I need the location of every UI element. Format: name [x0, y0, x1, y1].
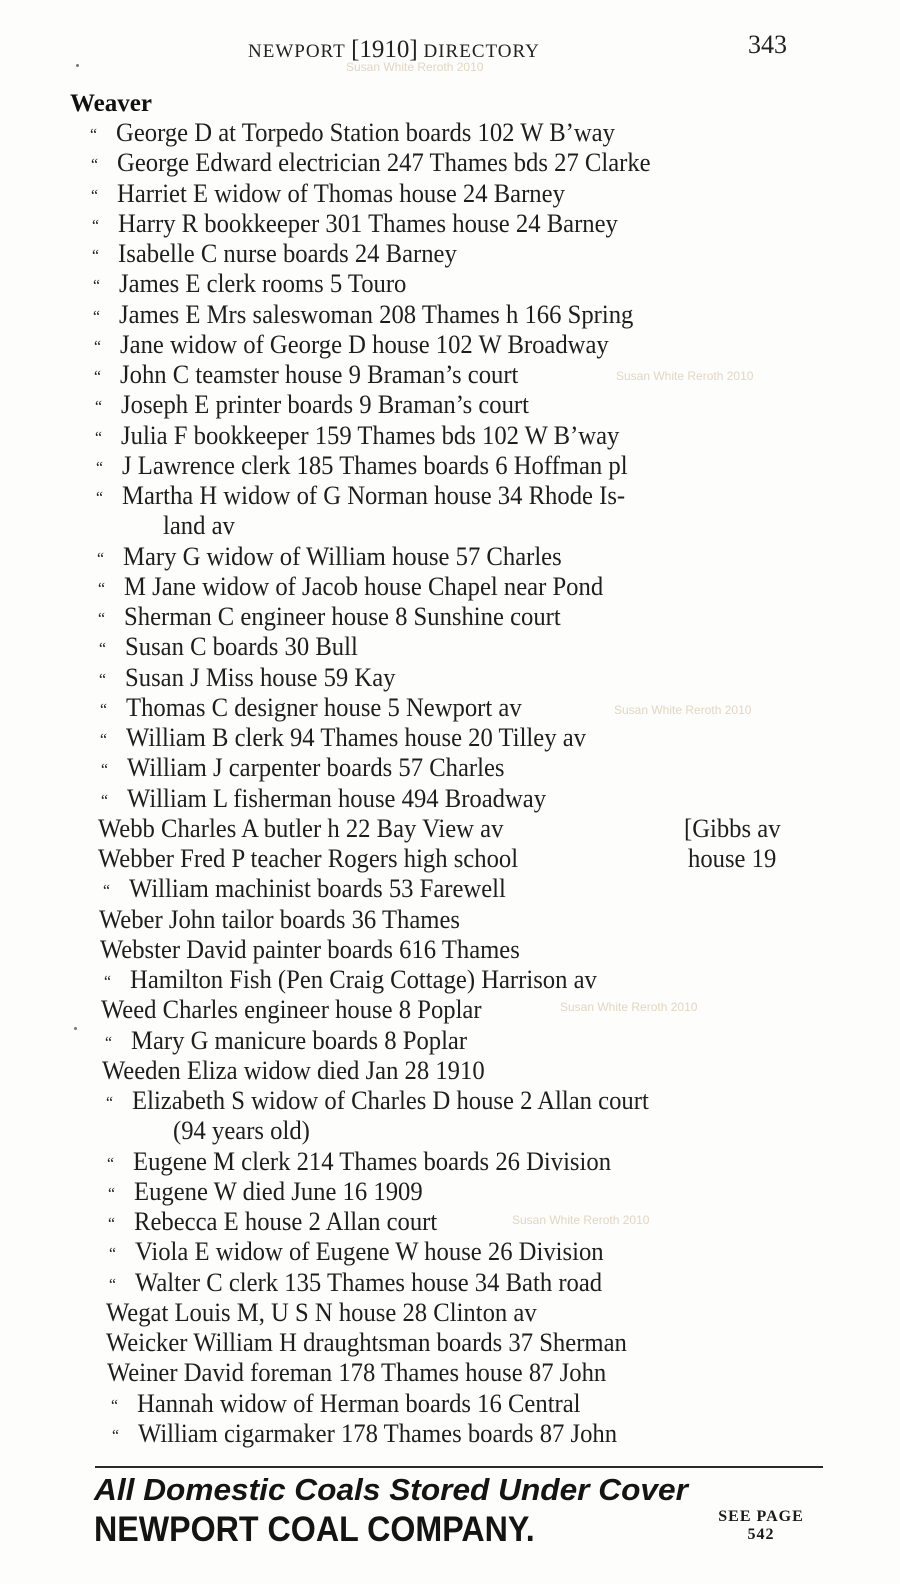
ditto-mark: “	[100, 760, 108, 780]
entry-overflow-text: [Gibbs av	[684, 812, 781, 843]
ditto-mark: “	[90, 125, 98, 144]
ditto-mark: “	[108, 1244, 116, 1264]
entry-surname	[106, 1327, 627, 1357]
entry-ditto	[98, 601, 561, 634]
ditto-mark: “	[97, 578, 105, 598]
ditto-mark: “	[111, 1395, 119, 1415]
entry-text: Webb Charles A butler h 22 Bay View av	[97, 812, 504, 843]
entry-text: Thomas C designer house 5 Newport av	[125, 691, 522, 722]
entry-text: M Jane widow of Jacob house Chapel near Pond	[123, 570, 603, 601]
entry-ditto	[99, 662, 395, 695]
ditto-mark: “	[107, 1153, 115, 1173]
entry-ditto	[112, 1418, 617, 1451]
ditto-mark: “	[98, 609, 106, 628]
entry-text: Julia F bookkeeper 159 Thames bds 102 W B’way	[121, 419, 620, 450]
entry-ditto	[105, 1025, 467, 1058]
entry-surname	[106, 1297, 537, 1327]
entry-surname	[107, 1357, 606, 1387]
ditto-mark: “	[95, 457, 103, 477]
ditto-mark: “	[94, 397, 102, 417]
ditto-mark: “	[99, 699, 107, 719]
entry-text: Harriet E widow of Thomas house 24 Barney	[117, 177, 565, 208]
watermark: Susan White Reroth 2010	[346, 60, 484, 74]
ditto-mark: “	[93, 336, 101, 356]
entry-ditto	[99, 631, 358, 664]
entry-text: Weeden Eliza widow died Jan 28 1910	[101, 1054, 485, 1085]
print-speck	[76, 64, 79, 67]
entry-overflow-text: house 19	[688, 843, 777, 873]
see-page-label: SEE PAGE	[718, 1508, 804, 1525]
ditto-mark: “	[92, 246, 100, 265]
entry-text: Rebecca E house 2 Allan court	[134, 1206, 438, 1236]
entry-text: Webster David painter boards 616 Thames	[99, 933, 520, 964]
entry-text: Wegat Louis M, U S N house 28 Clinton av	[105, 1296, 537, 1327]
entry-ditto	[92, 208, 618, 241]
entry-ditto	[93, 299, 633, 332]
entry-text: William J carpenter boards 57 Charles	[126, 752, 505, 783]
entry-text: William cigarmaker 178 Thames boards 87 John	[137, 1417, 617, 1448]
entry-text: Viola E widow of Eugene W house 26 Division	[134, 1236, 604, 1267]
entry-surname	[101, 994, 482, 1024]
running-head-year: [1910]	[351, 36, 418, 63]
ditto-mark: “	[100, 730, 108, 749]
entry-ditto	[98, 571, 603, 604]
entry-ditto	[109, 1236, 604, 1269]
entry-text: Webber Fred P teacher Rogers high school	[98, 843, 519, 873]
footer-rule	[95, 1466, 823, 1468]
ditto-mark: “	[91, 215, 99, 235]
entry-text: land av	[162, 510, 235, 541]
watermark: Susan White Reroth 2010	[560, 1000, 698, 1014]
entry-text: Mary G manicure boards 8 Poplar	[131, 1024, 468, 1055]
entry-surname	[102, 1055, 485, 1085]
ditto-mark: “	[93, 306, 101, 326]
entry-text: Harry R bookkeeper 301 Thames house 24 Barney	[117, 207, 618, 238]
watermark: Susan White Reroth 2010	[614, 703, 752, 717]
entry-text: Jane widow of George D house 102 W Broadway	[119, 328, 609, 359]
entry-text: William machinist boards 53 Farewell	[128, 873, 506, 904]
ditto-mark: “	[90, 155, 98, 175]
entry-surname	[99, 904, 460, 934]
entry-continuation	[173, 1115, 310, 1145]
entry-ditto	[106, 1085, 649, 1118]
ad-company-name: NEWPORT COAL COMPANY.	[94, 1510, 535, 1549]
entry-text: James E clerk rooms 5 Touro	[118, 268, 406, 299]
ditto-mark: “	[94, 367, 102, 386]
entry-ditto	[108, 1206, 437, 1239]
ditto-mark: “	[92, 276, 100, 296]
entry-text: Isabelle C nurse boards 24 Barney	[118, 238, 457, 268]
entry-text: William L fisherman house 494 Broadway	[127, 782, 547, 813]
see-page-number: 542	[747, 1526, 775, 1543]
ditto-mark: “	[97, 548, 105, 568]
entry-text: Eugene M clerk 214 Thames boards 26 Division	[133, 1145, 612, 1176]
surname-heading: Weaver	[70, 90, 152, 117]
ditto-mark: “	[108, 1214, 116, 1233]
entry-text: Weed Charles engineer house 8 Poplar	[100, 994, 482, 1025]
entry-text: Weiner David foreman 178 Thames house 87 John	[106, 1357, 606, 1388]
running-head-city: NEWPORT	[248, 41, 346, 62]
entry-ditto	[94, 329, 609, 362]
entry-ditto	[111, 1388, 581, 1421]
entry-ditto	[109, 1267, 602, 1300]
watermark: Susan White Reroth 2010	[616, 369, 754, 383]
ditto-mark: “	[101, 790, 109, 810]
entry-text: Martha H widow of G Norman house 34 Rhode Is-	[122, 480, 626, 510]
entry-text: Mary G widow of William house 57 Charles	[123, 540, 562, 571]
entry-ditto	[93, 268, 406, 301]
entry-ditto	[97, 541, 562, 574]
entry-ditto	[100, 692, 522, 725]
ditto-mark: “	[106, 1093, 114, 1112]
ditto-mark: “	[102, 881, 110, 901]
entry-surname	[98, 843, 518, 873]
entry-ditto	[96, 450, 628, 483]
ditto-mark: “	[105, 1032, 113, 1052]
entry-text: (94 years old)	[172, 1115, 310, 1146]
entry-text: Susan J Miss house 59 Kay	[125, 661, 396, 692]
entry-ditto	[95, 420, 619, 453]
entry-text: Sherman C engineer house 8 Sunshine court	[124, 601, 561, 631]
entry-ditto	[104, 964, 597, 997]
entry-ditto	[103, 873, 506, 906]
entry-text: Weber John tailor boards 36 Thames	[99, 903, 461, 934]
entry-ditto	[101, 752, 505, 785]
page-number: 343	[748, 30, 787, 59]
entry-text: George D at Torpedo Station boards 102 W B’way	[116, 117, 615, 147]
running-head-directory: DIRECTORY	[423, 41, 540, 62]
entry-text: James E Mrs saleswoman 208 Thames h 166 Spring	[119, 298, 634, 329]
entry-ditto	[101, 783, 546, 816]
entry-text: Susan C boards 30 Bull	[124, 631, 358, 662]
entry-continuation	[163, 510, 235, 540]
ditto-mark: “	[96, 488, 104, 507]
ditto-mark: “	[107, 1183, 115, 1203]
entry-ditto	[94, 359, 518, 392]
entry-text: George Edward electrician 247 Thames bds 27 Clarke	[116, 147, 651, 178]
entry-text: Walter C clerk 135 Thames house 34 Bath road	[135, 1266, 603, 1297]
ad-tagline: All Domestic Coals Stored Under Cover	[94, 1472, 688, 1507]
ditto-mark: “	[91, 185, 99, 205]
entry-ditto	[91, 178, 565, 211]
entry-ditto	[100, 722, 586, 755]
entry-ditto	[96, 480, 625, 513]
see-page-reference	[698, 1508, 824, 1544]
entry-text: Hannah widow of Herman boards 16 Central	[137, 1387, 581, 1418]
entry-text: Hamilton Fish (Pen Craig Cottage) Harrison av	[130, 964, 597, 994]
entry-surname	[100, 934, 520, 964]
entry-ditto	[92, 238, 457, 271]
watermark: Susan White Reroth 2010	[512, 1213, 650, 1227]
entry-ditto	[90, 117, 615, 150]
ditto-mark: “	[104, 972, 112, 991]
entry-ditto	[108, 1176, 423, 1209]
entry-text: Weicker William H draughtsman boards 37 Sherman	[106, 1327, 628, 1357]
print-speck	[74, 1027, 77, 1030]
entry-ditto	[95, 389, 529, 422]
ditto-mark: “	[98, 639, 106, 659]
entry-text: Joseph E printer boards 9 Braman’s court	[120, 389, 529, 420]
entry-ditto	[91, 147, 651, 180]
entry-ditto	[107, 1146, 611, 1179]
entry-text: William B clerk 94 Thames house 20 Tilley av	[126, 722, 587, 752]
ditto-mark: “	[109, 1274, 117, 1294]
ditto-mark: “	[95, 427, 103, 447]
ditto-mark: “	[111, 1425, 119, 1445]
entry-text: Elizabeth S widow of Charles D house 2 Allan court	[132, 1085, 649, 1115]
entry-text: John C teamster house 9 Braman’s court	[120, 359, 519, 389]
entry-text: Eugene W died June 16 1909	[133, 1175, 423, 1206]
entry-surname	[98, 813, 503, 843]
entry-text: J Lawrence clerk 185 Thames boards 6 Hoffman pl	[121, 449, 628, 480]
ditto-mark: “	[99, 669, 107, 689]
